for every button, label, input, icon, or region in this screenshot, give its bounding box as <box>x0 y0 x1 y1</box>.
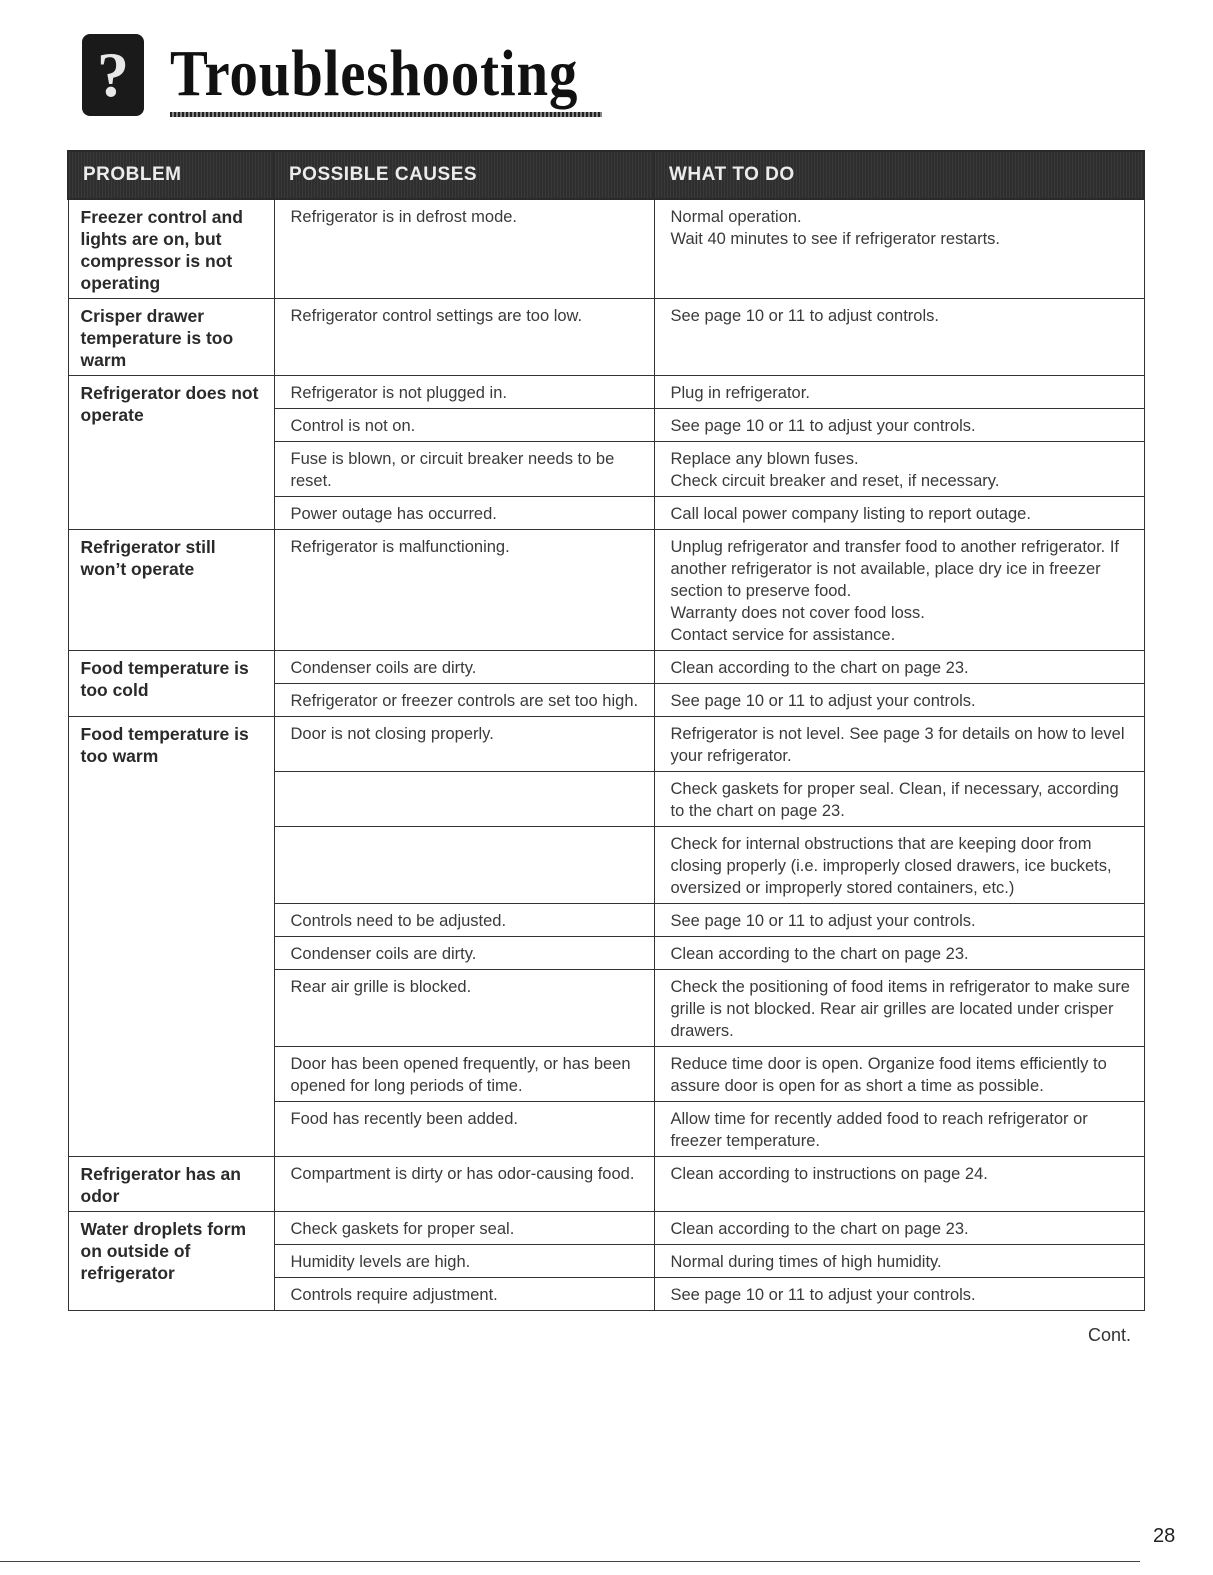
cause-cell: Refrigerator is malfunctioning. <box>274 530 654 651</box>
what-to-do-line: Check the positioning of food items in refrigerator to make sure grille is not blocked. Rear air grilles are located under crisper drawers. <box>670 978 1130 1040</box>
cause-cell: Compartment is dirty or has odor-causing food. <box>274 1157 654 1212</box>
cause-cell: Controls require adjustment. <box>274 1278 654 1311</box>
what-to-do-cell <box>654 376 1144 409</box>
what-to-do-line: Check for internal obstructions that are keeping door from closing properly (i.e. improperly closed drawers, ice buckets, oversized or improperly stored containers, etc.) <box>670 835 1112 897</box>
page-header <box>82 28 579 123</box>
problem-cell: Refrigerator still won’t operate <box>68 530 274 651</box>
what-to-do-line: Unplug refrigerator and transfer food to another refrigerator. If another refrigerator is not available, place dry ice in freezer section to preserve food. <box>670 538 1119 600</box>
what-to-do-cell <box>654 1278 1144 1311</box>
what-to-do-cell <box>654 772 1144 827</box>
what-to-do-line: Allow time for recently added food to reach refrigerator or freezer temperature. <box>670 1110 1088 1150</box>
what-to-do-line: Wait 40 minutes to see if refrigerator restarts. <box>670 230 1001 248</box>
what-to-do-cell <box>654 497 1144 530</box>
what-to-do-line: Clean according to the chart on page 23. <box>670 945 969 963</box>
what-to-do-line: See page 10 or 11 to adjust your controls. <box>670 912 976 930</box>
what-to-do-line: Clean according to the chart on page 23. <box>670 659 969 677</box>
what-to-do-cell <box>654 1212 1144 1245</box>
table-row <box>68 651 1144 684</box>
what-to-do-cell <box>654 1245 1144 1278</box>
what-to-do-line: Call local power company listing to report outage. <box>670 505 1031 523</box>
problem-cell: Refrigerator does not operate <box>68 376 274 530</box>
title-underline <box>170 112 602 117</box>
cause-cell <box>274 827 654 904</box>
what-to-do-cell <box>654 530 1144 651</box>
what-to-do-line: Contact service for assistance. <box>670 626 896 644</box>
question-mark-glyph: ? <box>97 39 129 110</box>
cause-cell: Rear air grille is blocked. <box>274 970 654 1047</box>
what-to-do-line: Clean according to instructions on page 24. <box>670 1165 988 1183</box>
bottom-rule <box>0 1561 1140 1562</box>
what-to-do-cell <box>654 299 1144 376</box>
what-to-do-line: Check gaskets for proper seal. Clean, if necessary, according to the chart on page 23. <box>670 780 1119 820</box>
column-header-possible-causes: POSSIBLE CAUSES <box>274 151 654 199</box>
problem-cell: Crisper drawer temperature is too warm <box>68 299 274 376</box>
cause-cell: Fuse is blown, or circuit breaker needs to be reset. <box>274 442 654 497</box>
cause-cell: Refrigerator or freezer controls are set too high. <box>274 684 654 717</box>
cause-cell: Controls need to be adjusted. <box>274 904 654 937</box>
question-mark-icon <box>82 34 144 116</box>
table-row <box>68 299 1144 376</box>
table-body <box>68 199 1144 1311</box>
what-to-do-cell <box>654 651 1144 684</box>
what-to-do-cell <box>654 1102 1144 1157</box>
cause-cell: Check gaskets for proper seal. <box>274 1212 654 1245</box>
cause-cell: Refrigerator is in defrost mode. <box>274 199 654 299</box>
cause-cell: Condenser coils are dirty. <box>274 651 654 684</box>
problem-cell: Freezer control and lights are on, but compressor is not operating <box>68 199 274 299</box>
problem-cell: Water droplets form on outside of refrigerator <box>68 1212 274 1311</box>
what-to-do-cell <box>654 684 1144 717</box>
what-to-do-line: See page 10 or 11 to adjust controls. <box>670 307 939 325</box>
page-title: Troubleshooting <box>170 37 579 110</box>
cause-cell: Food has recently been added. <box>274 1102 654 1157</box>
what-to-do-line: See page 10 or 11 to adjust your controls. <box>670 417 976 435</box>
what-to-do-cell <box>654 199 1144 299</box>
cause-cell <box>274 772 654 827</box>
problem-cell: Refrigerator has an odor <box>68 1157 274 1212</box>
cause-cell: Refrigerator is not plugged in. <box>274 376 654 409</box>
problem-cell: Food temperature is too cold <box>68 651 274 717</box>
what-to-do-cell <box>654 970 1144 1047</box>
table-row <box>68 1157 1144 1212</box>
what-to-do-line: Check circuit breaker and reset, if necessary. <box>670 472 1000 490</box>
cause-cell: Power outage has occurred. <box>274 497 654 530</box>
what-to-do-line: See page 10 or 11 to adjust your controls. <box>670 692 976 710</box>
what-to-do-cell <box>654 1157 1144 1212</box>
what-to-do-line: Clean according to the chart on page 23. <box>670 1220 969 1238</box>
troubleshooting-table <box>67 150 1145 1311</box>
what-to-do-cell <box>654 937 1144 970</box>
cause-cell: Condenser coils are dirty. <box>274 937 654 970</box>
what-to-do-line: Warranty does not cover food loss. <box>670 604 925 622</box>
column-header-what-to-do: WHAT TO DO <box>654 151 1144 199</box>
table-row <box>68 199 1144 299</box>
what-to-do-cell <box>654 904 1144 937</box>
what-to-do-line: Replace any blown fuses. <box>670 450 859 468</box>
column-header-problem: PROBLEM <box>68 151 274 199</box>
table-row <box>68 717 1144 772</box>
table-header-row <box>68 151 1144 199</box>
page-number: 28 <box>1153 1525 1176 1547</box>
problem-cell: Food temperature is too warm <box>68 717 274 1157</box>
what-to-do-line: See page 10 or 11 to adjust your controls. <box>670 1286 976 1304</box>
cause-cell: Door has been opened frequently, or has been opened for long periods of time. <box>274 1047 654 1102</box>
cause-cell: Control is not on. <box>274 409 654 442</box>
what-to-do-cell <box>654 827 1144 904</box>
cause-cell: Humidity levels are high. <box>274 1245 654 1278</box>
what-to-do-line: Normal operation. <box>670 208 802 226</box>
what-to-do-line: Normal during times of high humidity. <box>670 1253 942 1271</box>
what-to-do-cell <box>654 717 1144 772</box>
cause-cell: Refrigerator control settings are too low. <box>274 299 654 376</box>
what-to-do-cell <box>654 1047 1144 1102</box>
cause-cell: Door is not closing properly. <box>274 717 654 772</box>
continued-label: Cont. <box>1088 1325 1132 1345</box>
what-to-do-cell <box>654 409 1144 442</box>
what-to-do-line: Plug in refrigerator. <box>670 384 810 402</box>
table-row <box>68 376 1144 409</box>
what-to-do-cell <box>654 442 1144 497</box>
what-to-do-line: Reduce time door is open. Organize food items efficiently to assure door is open for as short a time as possible. <box>670 1055 1107 1095</box>
what-to-do-line: Refrigerator is not level. See page 3 for details on how to level your refrigerator. <box>670 725 1125 765</box>
table-row <box>68 1212 1144 1245</box>
table-row <box>68 530 1144 651</box>
